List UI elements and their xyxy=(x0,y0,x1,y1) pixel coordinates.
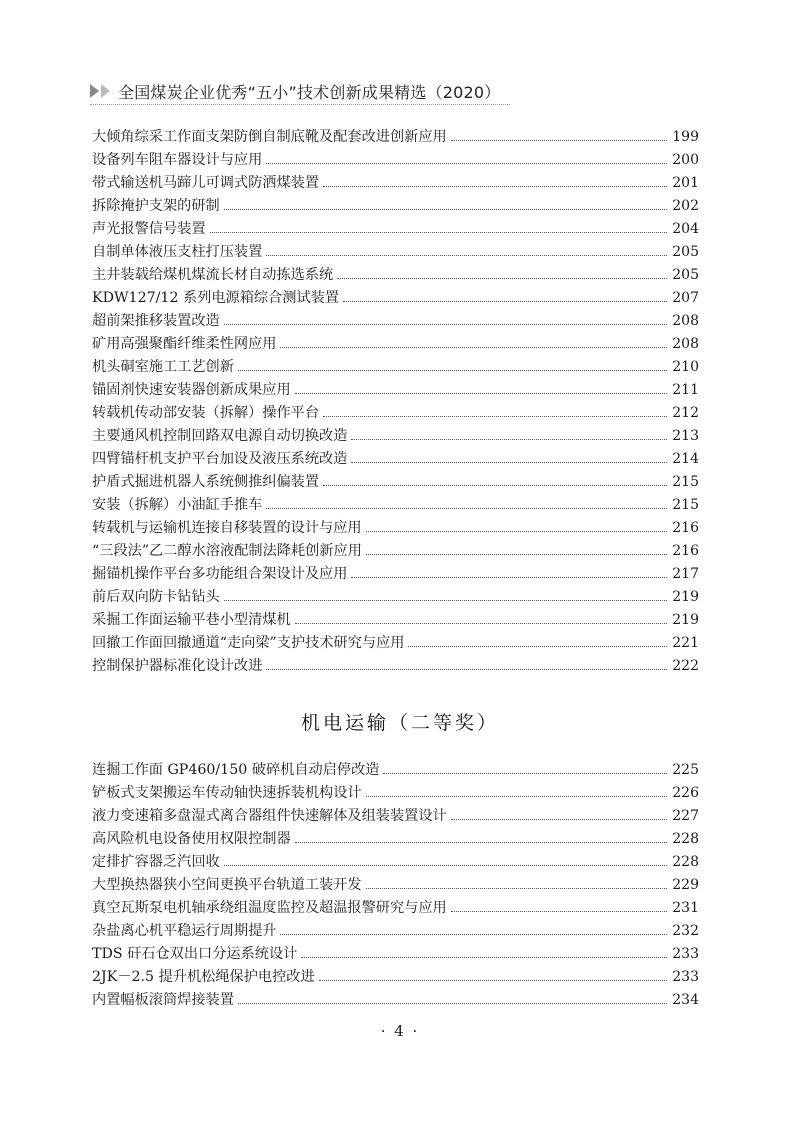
toc-entry-page: 217 xyxy=(672,566,699,582)
toc-entry[interactable] xyxy=(92,425,699,448)
toc-entry[interactable] xyxy=(92,586,699,609)
toc-entry[interactable] xyxy=(92,966,699,989)
toc-entry[interactable] xyxy=(92,759,699,782)
dot-leader xyxy=(266,508,667,509)
toc-entry-page: 204 xyxy=(672,221,699,237)
dot-leader xyxy=(224,209,667,210)
toc-entry-page: 199 xyxy=(672,129,699,145)
dot-leader xyxy=(238,1003,667,1004)
toc-entry[interactable] xyxy=(92,632,699,655)
toc-entry-title: TDS 矸石仓双出口分运系统设计 xyxy=(92,946,298,962)
toc-entry-title: 控制保护器标准化设计改进 xyxy=(92,658,263,674)
dot-leader xyxy=(451,819,667,820)
dot-leader xyxy=(383,773,667,774)
toc-entry[interactable] xyxy=(92,310,699,333)
toc-entry-page: 233 xyxy=(672,946,699,962)
toc-entry[interactable] xyxy=(92,920,699,943)
toc-entry[interactable] xyxy=(92,828,699,851)
toc-entry-title: 真空瓦斯泵电机轴承绕组温度监控及超温报警研究与应用 xyxy=(92,900,447,916)
toc-entry-page: 208 xyxy=(672,313,699,329)
toc-entry-title: 定排扩容器乏汽回收 xyxy=(92,854,220,870)
toc-entry-page: 231 xyxy=(672,900,699,916)
toc-entry-page: 221 xyxy=(672,635,699,651)
toc-entry-page: 222 xyxy=(672,658,699,674)
dot-leader xyxy=(351,577,667,578)
toc-entry-page: 207 xyxy=(672,290,699,306)
toc-entry-title: 拆除掩护支架的研制 xyxy=(92,198,220,214)
dot-leader xyxy=(319,980,667,981)
toc-entry[interactable] xyxy=(92,851,699,874)
running-header xyxy=(90,76,510,106)
dot-leader xyxy=(366,531,667,532)
toc-entry-page: 228 xyxy=(672,831,699,847)
toc-entry-page: 211 xyxy=(672,382,699,398)
toc-entry-title: 护盾式掘进机器人系统侧推纠偏装置 xyxy=(92,474,320,490)
toc-entry[interactable] xyxy=(92,379,699,402)
toc-entry-page: 210 xyxy=(672,359,699,375)
toc-entry-title: 铲板式支架搬运车传动轴快速拆装机构设计 xyxy=(92,785,362,801)
dot-leader xyxy=(337,278,667,279)
toc-entry[interactable] xyxy=(92,805,699,828)
toc-entry-page: 219 xyxy=(672,612,699,628)
dot-leader xyxy=(266,669,667,670)
dot-leader xyxy=(323,186,667,187)
dot-leader xyxy=(351,462,667,463)
header-divider xyxy=(90,104,510,105)
toc-entry-page: 215 xyxy=(672,497,699,513)
toc-entry[interactable] xyxy=(92,782,699,805)
toc-entry[interactable] xyxy=(92,218,699,241)
toc-entry[interactable] xyxy=(92,448,699,471)
toc-entry-page: 225 xyxy=(672,762,699,778)
toc-entry-title: KDW127/12 系列电源箱综合测试装置 xyxy=(92,290,340,306)
toc-entry-page: 215 xyxy=(672,474,699,490)
toc-entry-page: 201 xyxy=(672,175,699,191)
toc-entry-title: 主井装载给煤机煤流长材自动拣选系统 xyxy=(92,267,334,283)
toc-entry-page: 212 xyxy=(672,405,699,421)
toc-entry-title: 前后双向防卡钻钻头 xyxy=(92,589,220,605)
dot-leader xyxy=(343,301,667,302)
toc-entry-page: 232 xyxy=(672,923,699,939)
toc-entry-title: 高风险机电设备使用权限控制器 xyxy=(92,831,291,847)
toc-entry-page: 216 xyxy=(672,520,699,536)
dot-leader xyxy=(366,888,667,889)
dot-leader xyxy=(295,623,667,624)
toc-entry[interactable] xyxy=(92,897,699,920)
toc-entry-page: 202 xyxy=(672,198,699,214)
toc-entry-title: 超前架推移装置改造 xyxy=(92,313,220,329)
dot-leader xyxy=(224,865,667,866)
toc-entry[interactable] xyxy=(92,126,699,149)
toc-entry-page: 229 xyxy=(672,877,699,893)
dot-leader xyxy=(266,255,667,256)
toc-entry-title: 液力变速箱多盘湿式离合器组件快速解体及组装装置设计 xyxy=(92,808,447,824)
toc-entry[interactable] xyxy=(92,609,699,632)
page-number: · 4 · xyxy=(380,1022,420,1040)
toc-entry-title: 机头硐室施工工艺创新 xyxy=(92,359,234,375)
toc-entry-page: 205 xyxy=(672,244,699,260)
dot-leader xyxy=(238,370,667,371)
toc-entry[interactable] xyxy=(92,655,699,678)
toc-entry-title: 连掘工作面 GP460/150 破碎机自动启停改造 xyxy=(92,762,380,778)
dot-leader xyxy=(301,957,667,958)
toc-entry-page: 214 xyxy=(672,451,699,467)
toc-entry[interactable] xyxy=(92,989,699,1012)
toc-entry[interactable] xyxy=(92,287,699,310)
toc-entry-title: 大倾角综采工作面支架防倒自制底靴及配套改进创新应用 xyxy=(92,129,447,145)
dot-leader xyxy=(366,554,667,555)
dot-leader xyxy=(266,163,667,164)
dot-leader xyxy=(224,600,667,601)
dot-leader xyxy=(224,324,667,325)
toc-entry-page: 219 xyxy=(672,589,699,605)
dot-leader xyxy=(366,796,667,797)
toc-entry[interactable] xyxy=(92,494,699,517)
toc-entry[interactable] xyxy=(92,563,699,586)
dot-leader xyxy=(323,416,667,417)
arrow-marker-icon xyxy=(90,84,99,98)
toc-entry-page: 208 xyxy=(672,336,699,352)
toc-entry-title: 自制单体液压支柱打压装置 xyxy=(92,244,263,260)
toc-entry-page: 213 xyxy=(672,428,699,444)
toc-entry-page: 234 xyxy=(672,992,699,1008)
dot-leader xyxy=(451,911,667,912)
toc-entry-title: “三段法”乙二醇水溶液配制法降耗创新应用 xyxy=(92,543,362,559)
dot-leader xyxy=(451,140,667,141)
toc-entry[interactable] xyxy=(92,333,699,356)
toc-list-first xyxy=(92,126,699,678)
toc-entry[interactable] xyxy=(92,264,699,287)
toc-entry[interactable] xyxy=(92,149,699,172)
toc-entry-title: 掘锚机操作平台多功能组合架设计及应用 xyxy=(92,566,348,582)
toc-entry-page: 227 xyxy=(672,808,699,824)
toc-entry-page: 216 xyxy=(672,543,699,559)
toc-entry[interactable] xyxy=(92,517,699,540)
toc-entry-title: 主要通风机控制回路双电源自动切换改造 xyxy=(92,428,348,444)
toc-entry-page: 226 xyxy=(672,785,699,801)
dot-leader xyxy=(408,646,667,647)
toc-entry[interactable] xyxy=(92,241,699,264)
dot-leader xyxy=(280,347,667,348)
section-heading: 机电运输（二等奖） xyxy=(300,712,499,734)
toc-entry-title: 2JK－2.5 提升机松绳保护电控改进 xyxy=(92,969,315,985)
toc-entry-title: 转载机传动部安装（拆解）操作平台 xyxy=(92,405,320,421)
toc-entry-title: 采掘工作面运输平巷小型清煤机 xyxy=(92,612,291,628)
toc-entry-title: 锚固剂快速安装器创新成果应用 xyxy=(92,382,291,398)
toc-entry[interactable] xyxy=(92,874,699,897)
toc-entry-title: 内置幅板滚筒焊接装置 xyxy=(92,992,234,1008)
running-header-title: 全国煤炭企业优秀“五小”技术创新成果精选（2020） xyxy=(118,82,501,102)
toc-entry-title: 声光报警信号装置 xyxy=(92,221,206,237)
toc-entry[interactable] xyxy=(92,402,699,425)
toc-entry[interactable] xyxy=(92,943,699,966)
dot-leader xyxy=(280,934,667,935)
toc-entry-title: 杂盐离心机平稳运行周期提升 xyxy=(92,923,277,939)
toc-entry-title: 安装（拆解）小油缸手推车 xyxy=(92,497,263,513)
dot-leader xyxy=(210,232,667,233)
arrow-marker-icon xyxy=(101,84,110,98)
toc-list-second xyxy=(92,759,699,1012)
toc-entry-title: 大型换热器狭小空间更换平台轨道工装开发 xyxy=(92,877,362,893)
toc-entry-title: 带式输送机马蹄儿可调式防洒煤装置 xyxy=(92,175,320,191)
toc-entry-page: 233 xyxy=(672,969,699,985)
toc-entry-page: 205 xyxy=(672,267,699,283)
dot-leader xyxy=(323,485,667,486)
toc-entry-title: 转载机与运输机连接自移装置的设计与应用 xyxy=(92,520,362,536)
dot-leader xyxy=(295,842,667,843)
toc-entry[interactable] xyxy=(92,195,699,218)
toc-entry[interactable] xyxy=(92,540,699,563)
dot-leader xyxy=(295,393,667,394)
toc-entry[interactable] xyxy=(92,471,699,494)
toc-entry[interactable] xyxy=(92,172,699,195)
toc-entry-page: 200 xyxy=(672,152,699,168)
toc-entry-title: 回撤工作面回撤通道“走向梁”支护技术研究与应用 xyxy=(92,635,405,651)
dot-leader xyxy=(351,439,667,440)
toc-entry-title: 矿用高强聚酯纤维柔性网应用 xyxy=(92,336,277,352)
toc-entry-page: 228 xyxy=(672,854,699,870)
toc-entry-title: 设备列车阻车器设计与应用 xyxy=(92,152,263,168)
toc-entry-title: 四臂锚杆机支护平台加设及液压系统改造 xyxy=(92,451,348,467)
toc-entry[interactable] xyxy=(92,356,699,379)
